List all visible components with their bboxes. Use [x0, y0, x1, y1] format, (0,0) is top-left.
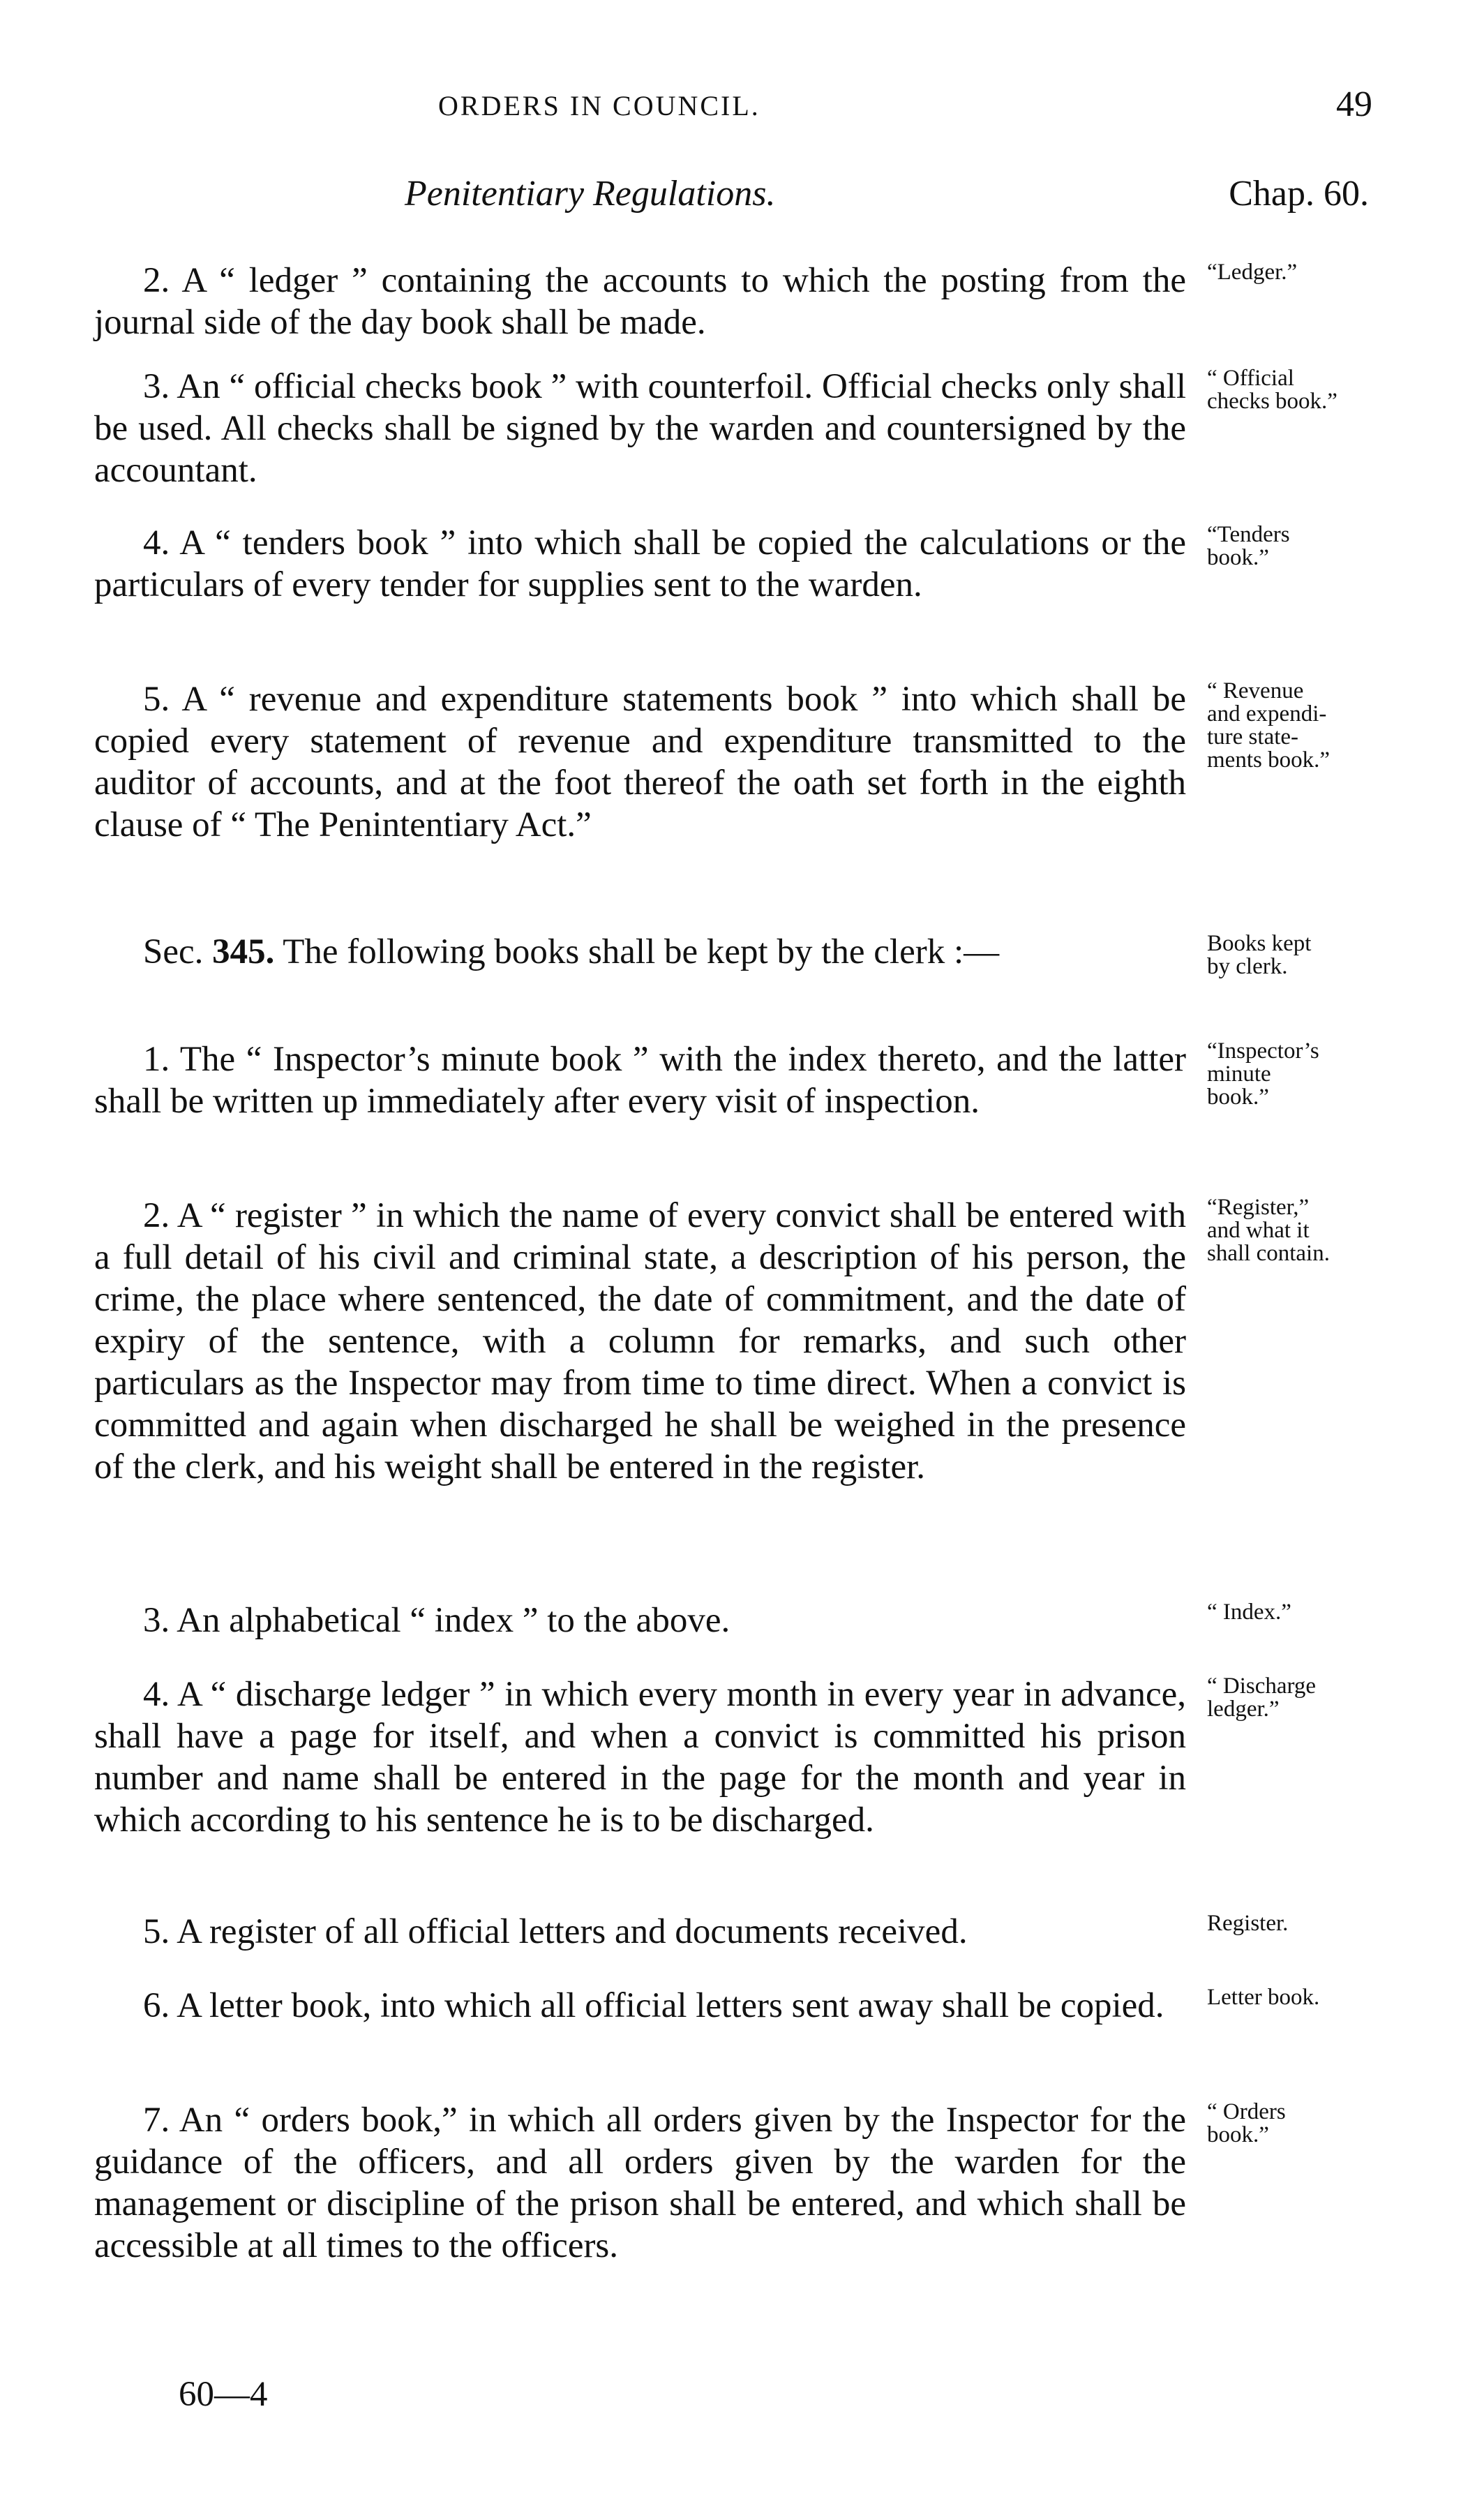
marginal-note: Books kept by clerk.: [1207, 931, 1312, 979]
entry-text: 4. A “ tenders book ” into which shall be copied the calculations or the particulars of every tender for supplies sent to the warden.: [94, 523, 1186, 604]
section-subtitle: Penitentiary Regulations.: [405, 174, 776, 214]
marginal-note: Letter book.: [1207, 1985, 1320, 2010]
section-text: [94, 931, 1186, 973]
marginal-note: “Register,” and what it shall contain.: [1207, 1195, 1330, 1266]
entry-text: 4. A “ discharge ledger ” in which every month in every year in advance, shall have a page for itself, and when a convict is committed his prison number and name shall be entered in the page for the month and year in which according to his sentence he is to be discharged.: [94, 1675, 1186, 1840]
marginal-note: “ Official checks book.”: [1207, 366, 1337, 414]
running-title: ORDERS IN COUNCIL.: [438, 90, 760, 121]
marginal-note: “ Orders book.”: [1207, 2099, 1286, 2147]
entry-text: 7. An “ orders book,” in which all orders given by the Inspector for the guidance of the officers, and all orders given by the warden for the management or discipline of the prison shall be entered, and which shall be accessible at all times to the officers.: [94, 2101, 1186, 2265]
chapter-label: Chap. 60.: [1229, 174, 1369, 214]
entry-text: 6. A letter book, into which all official letters sent away shall be copied.: [143, 1986, 1164, 2025]
entry-text: 2. A “ ledger ” containing the accounts to which the posting from the journal side of the day book shall be made.: [94, 261, 1186, 342]
page-number: 49: [1336, 84, 1372, 124]
entry-text: 5. A “ revenue and expenditure statements book ” into which shall be copied every statement of revenue and expenditure transmitted to the auditor of accounts, and at the foot thereof the oath set forth in the eighth clause of “ The Penintentiary Act.”: [94, 680, 1186, 844]
section-body: The following books shall be kept by the clerk :—: [283, 932, 1000, 971]
printer-signature: 60—4: [179, 2375, 268, 2414]
marginal-note: Register.: [1207, 1911, 1289, 1936]
marginal-note: “Tenders book.”: [1207, 522, 1290, 570]
section-number: 345.: [212, 932, 275, 971]
marginal-note: “Ledger.”: [1207, 260, 1298, 285]
entry-text: 1. The “ Inspector’s minute book ” with the index thereto, and the latter shall be written up immediately after every visit of inspection.: [94, 1040, 1186, 1121]
marginal-note: “ Revenue and expendi- ture state- ments book.”: [1207, 678, 1330, 773]
section-label: Sec.: [143, 932, 204, 971]
entry-text: 2. A “ register ” in which the name of every convict shall be entered with a full detail of his civil and criminal state, a description of his person, the crime, the place where sentenced, the date of commitment, and the date of expiry of the sentence, with a column for remarks, and such other particulars as the Inspector may from time to time direct. When a convict is committed and again when discharged he shall be weighed in the presence of the clerk, and his weight shall be entered in the register.: [94, 1196, 1186, 1486]
marginal-note: “ Discharge ledger.”: [1207, 1674, 1317, 1722]
entry-text: 5. A register of all official letters and documents received.: [143, 1912, 968, 1951]
running-head: [0, 84, 1484, 131]
marginal-note: “Inspector’s minute book.”: [1207, 1038, 1319, 1110]
entry-text: 3. An “ official checks book ” with counterfoil. Official checks only shall be used. All checks shall be signed by the warden and countersigned by the accountant.: [94, 367, 1186, 490]
entry-text: 3. An alphabetical “ index ” to the above.: [143, 1601, 730, 1640]
subhead: [0, 173, 1484, 222]
marginal-note: “ Index.”: [1207, 1600, 1291, 1625]
